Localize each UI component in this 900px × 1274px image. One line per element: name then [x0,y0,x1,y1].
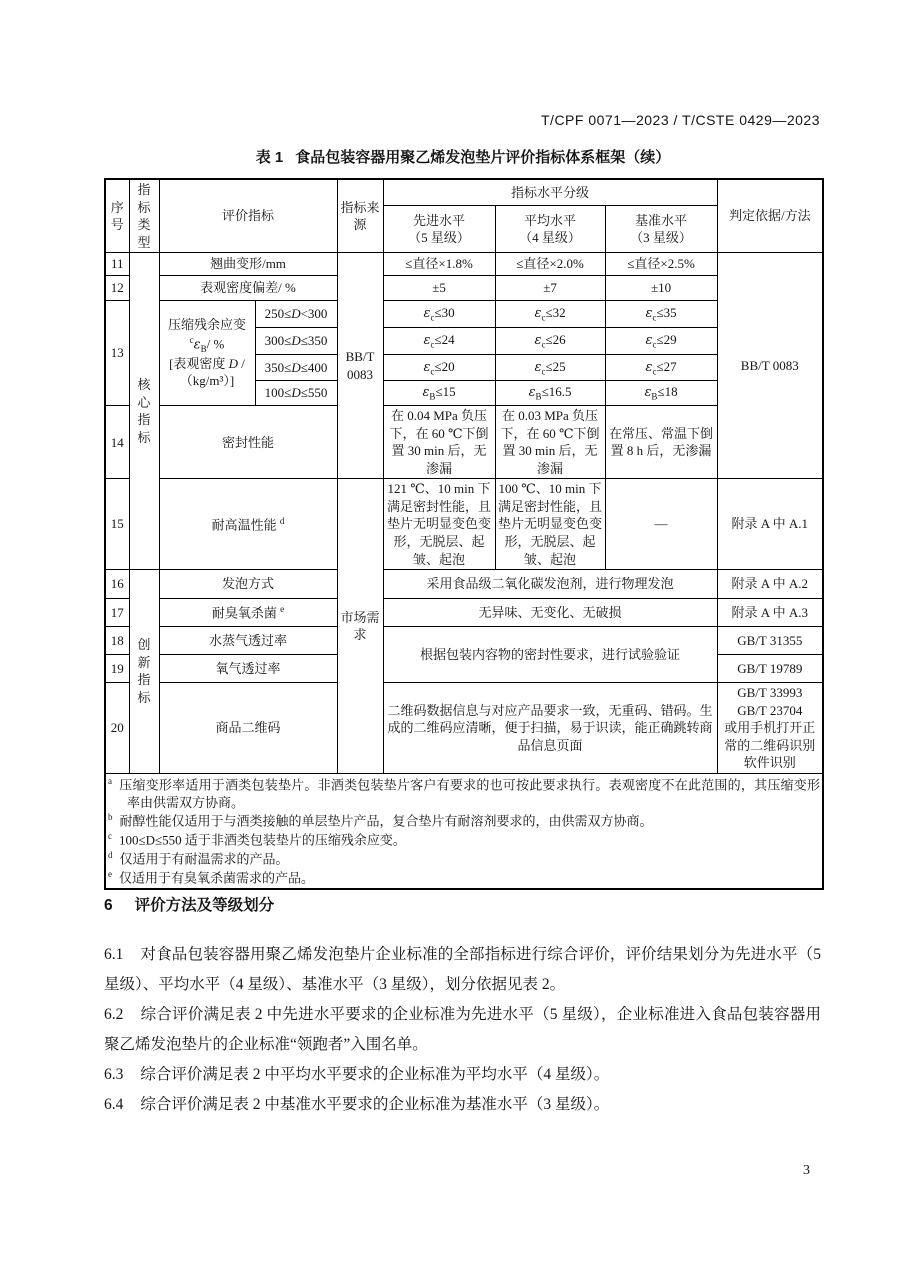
epsilon-symbol: ε [534,359,542,375]
eps-sub: c [430,312,435,323]
eps-value: ≤16.5 [541,384,572,400]
header-average-stars: （4 星级） [519,230,581,246]
clause-number: 6.4 [104,1096,124,1113]
cell-13b-baseline [605,328,717,355]
table-row-12 [105,276,823,301]
epsilon-symbol: ε [193,337,201,353]
table-title-text: 食品包装容器用聚乙烯发泡垫片评价指标体系框架（续） [295,149,671,166]
header-basis: 判定依据/方法 [717,179,823,253]
cell-13d-average [495,381,605,406]
cell-13b-average [495,328,605,355]
table-footnotes-row [105,773,823,888]
density-symbol: D [291,333,301,349]
cell-12-indicator: 表观密度偏差/ % [159,276,337,301]
footnote-text: 耐醇性能仅适用于与酒类接触的单层垫片产品，复合垫片有耐溶剂要求的，由供需双方协商。 [119,813,653,829]
footnote-text: 压缩变形率适用于酒类包装垫片。非酒类包装垫片客户有要求的也可按此要求执行。表观密度不在此范围的，其压缩变形率由供需双方协商。 [119,777,821,810]
eps-value: ≤24 [434,332,455,348]
cell-13b-advanced [383,328,495,355]
table-header-row-1 [105,179,823,206]
section-number: 6 [104,897,113,914]
eps-value: ≤15 [435,384,456,400]
cell-13d-baseline [605,381,717,406]
indicator-label: 耐高温性能 [211,517,277,533]
indicator-label: 耐臭氧杀菌 [211,605,277,621]
cell-13d-advanced [383,381,495,406]
clause-6-4 [104,1090,821,1120]
cell-15-indicator [159,479,337,570]
cell-13a-range [255,301,337,328]
epsilon-symbol: ε [644,385,652,401]
eps-sub: c [541,312,546,323]
cell-12-average: ±7 [495,276,605,301]
range-a: 250≤ [264,306,292,322]
eps-value: ≤25 [545,358,566,374]
cell-11-indicator: 翘曲变形/mm [159,253,337,276]
indicator-table [104,178,824,890]
range-a: 100≤ [264,385,292,401]
epsilon-symbol: ε [645,333,653,349]
footnote-text: 仅适用于有耐温需求的产品。 [119,851,289,867]
epsilon-symbol: ε [423,306,431,322]
range-b: ≤400 [300,359,328,375]
compression-label-line2 [162,334,253,355]
cell-19-indicator: 氧气透过率 [159,655,337,683]
cell-source-bbt0083: BB/T 0083 [337,253,383,479]
header-level-baseline [605,206,717,253]
table-row-20 [105,683,823,774]
cell-15-no: 15 [105,479,129,570]
eps-value: ≤18 [657,384,678,400]
cell-11-average: ≤直径×2.0% [495,253,605,276]
footnote-e [108,868,820,887]
cell-16-basis: 附录 A 中 A.2 [717,570,823,599]
cell-18-basis: GB/T 31355 [717,627,823,655]
cell-14-indicator: 密封性能 [159,406,337,479]
footnote-marker: b [108,812,113,823]
table-row-14 [105,406,823,479]
cell-13c-advanced [383,355,495,381]
compression-label-line1: 压缩残余应变 [167,317,246,333]
cell-14-baseline: 在常压、常温下倒置 8 h 后，无渗漏 [605,406,717,479]
page-number: 3 [803,1163,810,1178]
range-b: <300 [300,306,328,322]
cell-source-market: 市场需求 [337,479,383,773]
clause-number: 6.1 [104,946,124,963]
footnote-text: 100≤D≤550 适于非酒类包装垫片的压缩残余应变。 [119,832,406,848]
header-average-label: 平均水平 [524,212,577,228]
cell-12-no: 12 [105,276,129,301]
cell-13c-range [255,355,337,381]
footnote-marker: a [108,775,112,786]
eps-sub: B [429,391,436,402]
table-row-11 [105,253,823,276]
footnote-ref-d: d [279,515,285,526]
cell-13b-range [255,328,337,355]
cell-17-basis: 附录 A 中 A.3 [717,599,823,627]
range-b: ≤550 [300,385,328,401]
eps-value: ≤27 [656,358,677,374]
compression-label-line4: （kg/m³）] [179,373,235,389]
cell-16-no: 16 [105,570,129,599]
clause-6-3 [104,1060,821,1090]
cell-18-19-merged-levels: 根据包装内容物的密封性要求，进行试验验证 [383,627,717,683]
eps-sub: c [541,366,546,377]
cell-11-baseline: ≤直径×2.5% [605,253,717,276]
cell-16-merged-levels: 采用食品级二氧化碳发泡剂，进行物理发泡 [383,570,717,599]
section-heading-text: 评价方法及等级划分 [134,897,275,914]
eps-sub: c [541,339,546,350]
basis-note: 或用手机打开正常的二维码识别软件识别 [724,720,816,771]
cell-11-no: 11 [105,253,129,276]
density-symbol: D [291,385,301,401]
cell-20-merged-levels: 二维码数据信息与对应产品要求一致，无重码、错码。生成的二维码应清晰，便于扫描，易于识读，能正确跳转商品信息页面 [383,683,717,774]
header-no: 序号 [105,179,129,253]
cell-13a-baseline [605,301,717,328]
cell-15-average: 100 ℃、10 min 下满足密封性能，且垫片无明显变色变形，无脱层、起皱、起泡 [495,479,605,570]
table-title [104,146,822,167]
epsilon-symbol: ε [645,306,653,322]
eps-value: ≤32 [545,305,566,321]
eps-sub: c [652,366,657,377]
eps-value: ≤35 [656,305,677,321]
section-heading [104,893,821,915]
header-baseline-stars: （3 星级） [630,230,692,246]
cell-13d-range [255,381,337,406]
basis-std-2: GB/T 23704 [737,702,803,718]
compression-sub: B [200,343,207,354]
cell-12-advanced: ±5 [383,276,495,301]
doc-number: T/CPF 0071—2023 / T/CSTE 0429—2023 [541,112,820,128]
density-label-b: / [238,355,245,371]
footnote-marker: d [108,850,113,861]
footnotes-cell [105,773,823,888]
cell-18-indicator: 水蒸气透过率 [159,627,337,655]
cell-13-indicator [159,301,255,406]
cell-11-advanced: ≤直径×1.8% [383,253,495,276]
table-row-17 [105,599,823,627]
clause-number: 6.2 [104,1006,124,1023]
range-a: 300≤ [264,333,292,349]
cell-15-baseline: — [605,479,717,570]
header-baseline-label: 基准水平 [635,212,688,228]
clause-text: 综合评价满足表 2 中平均水平要求的企业标准为平均水平（4 星级）。 [140,1066,610,1083]
density-symbol: D [228,355,239,371]
footnote-marker: c [108,831,112,842]
section-6 [104,893,821,1120]
cell-16-indicator: 发泡方式 [159,570,337,599]
cell-19-basis: GB/T 19789 [717,655,823,683]
header-levels: 指标水平分级 [383,179,717,206]
header-level-average [495,206,605,253]
header-source: 指标来源 [337,179,383,253]
clause-text: 综合评价满足表 2 中基准水平要求的企业标准为基准水平（3 星级）。 [140,1096,610,1113]
epsilon-symbol: ε [534,306,542,322]
cell-15-basis: 附录 A 中 A.1 [717,479,823,570]
compression-sup: c [189,334,194,345]
cell-13c-baseline [605,355,717,381]
clause-number: 6.3 [104,1066,124,1083]
clause-6-2 [104,1000,821,1060]
eps-value: ≤29 [656,332,677,348]
eps-sub: B [535,391,542,402]
cell-20-basis [717,683,823,774]
table-row-16 [105,570,823,599]
eps-sub: B [651,391,658,402]
footnote-marker: e [108,868,112,879]
eps-sub: c [430,339,435,350]
cell-20-indicator: 商品二维码 [159,683,337,774]
header-advanced-stars: （5 星级） [408,230,470,246]
basis-std-1: GB/T 33993 [737,685,803,701]
cell-13a-advanced [383,301,495,328]
cell-15-advanced: 121 ℃、10 min 下满足密封性能，且垫片无明显变色变形，无脱层、起皱、起泡 [383,479,495,570]
cell-17-indicator [159,599,337,627]
cell-13c-average [495,355,605,381]
table-row-18 [105,627,823,655]
eps-value: ≤26 [545,332,566,348]
eps-sub: c [652,339,657,350]
cell-14-advanced: 在 0.04 MPa 负压下，在 60 ℃下倒置 30 min 后，无渗漏 [383,406,495,479]
epsilon-symbol: ε [534,333,542,349]
epsilon-symbol: ε [422,385,430,401]
eps-value: ≤20 [434,358,455,374]
footnote-a [108,775,820,811]
cell-type-innovation: 创新指标 [129,570,159,774]
range-a: 350≤ [264,359,292,375]
cell-13-no: 13 [105,301,129,406]
cell-19-no: 19 [105,655,129,683]
epsilon-symbol: ε [423,333,431,349]
header-level-advanced [383,206,495,253]
epsilon-symbol: ε [423,359,431,375]
epsilon-symbol: ε [645,359,653,375]
density-symbol: D [291,359,301,375]
table-row-13a [105,301,823,328]
footnote-d [108,849,820,868]
clause-text: 综合评价满足表 2 中先进水平要求的企业标准为先进水平（5 星级），企业标准进入食品包装容器用聚乙烯发泡垫片的企业标准“领跑者”入围名单。 [104,1006,821,1053]
compression-unit: / % [206,336,225,352]
epsilon-symbol: ε [528,385,536,401]
footnote-text: 仅适用于有臭氧杀菌需求的产品。 [119,870,315,886]
header-advanced-label: 先进水平 [413,212,466,228]
header-indicator: 评价指标 [159,179,337,253]
footnote-b [108,811,820,830]
cell-17-merged-levels: 无异味、无变化、无破损 [383,599,717,627]
cell-13a-average [495,301,605,328]
cell-14-no: 14 [105,406,129,479]
eps-value: ≤30 [434,305,455,321]
clause-text: 对食品包装容器用聚乙烯发泡垫片企业标准的全部指标进行综合评价，评价结果划分为先进水平（5 星级）、平均水平（4 星级）、基准水平（3 星级），划分依据见表 2。 [104,946,821,993]
footnote-ref-e: e [280,604,285,615]
header-type: 指标类型 [129,179,159,253]
eps-sub: c [430,366,435,377]
eps-sub: c [652,312,657,323]
compression-label-line3 [162,355,253,373]
density-label-a: [表观密度 [169,355,229,371]
range-b: ≤350 [300,333,328,349]
footnote-c [108,830,820,849]
cell-18-no: 18 [105,627,129,655]
cell-14-average: 在 0.03 MPa 负压下，在 60 ℃下倒置 30 min 后，无渗漏 [495,406,605,479]
cell-type-core: 核心指标 [129,253,159,570]
cell-17-no: 17 [105,599,129,627]
cell-12-baseline: ±10 [605,276,717,301]
cell-basis-bbt0083: BB/T 0083 [717,253,823,479]
table-row-15 [105,479,823,570]
clause-6-1 [104,940,821,1000]
cell-20-no: 20 [105,683,129,774]
density-symbol: D [291,306,301,322]
table-title-prefix: 表 1 [255,149,284,166]
